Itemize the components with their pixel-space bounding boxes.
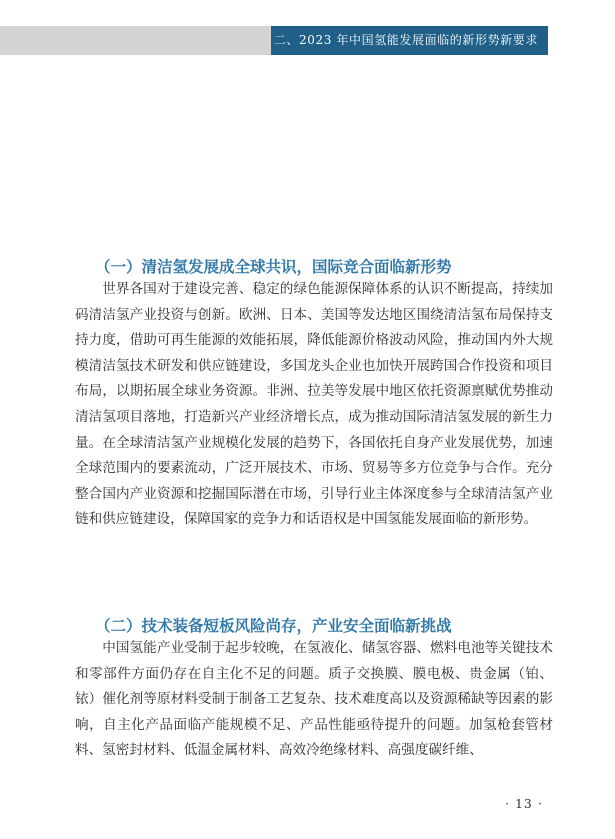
- section-heading-2: （二）技术装备短板风险尚存，产业安全面临新挑战: [95, 617, 452, 635]
- section-heading-1: （一）清洁氢发展成全球共识，国际竞合面临新形势: [95, 258, 452, 276]
- section-body-1: 世界各国对于建设完善、稳定的绿色能源保障体系的认识不断提高，持续加码清洁氢产业投资与创新。欧洲、日本、美国等发达地区围绕清洁氢布局保持支持力度，借助可再生能源的效能拓展，降低能源价格波动风险，推动国内外大规模清洁氢技术研发和供应链建设，多国龙头企业也加快开展跨国合作投资和项目布局，以期拓展全球业务资源。非洲、拉美等发展中地区依托资源禀赋优势推动清洁氢项目落地，打造新兴产业经济增长点，成为推动国际清洁氢发展的新生力量。在全球清洁氢产业规模化发展的趋势下，各国依托自身产业发展优势，加速全球范围内的要素流动，广泛开展技术、市场、贸易等多方位竞争与合作。充分整合国内产业资源和挖掘国际潜在市场，引导行业主体深度参与全球清洁氢产业链和供应链建设，保障国家的竞争力和话语权是中国氢能发展面临的新形势。: [75, 281, 553, 528]
- page-number: · 13 ·: [505, 796, 543, 811]
- chapter-title: 二、2023 年中国氢能发展面临的新形势新要求: [271, 26, 548, 55]
- section-body-2: 中国氢能产业受制于起步较晚，在氢液化、储氢容器、燃料电池等关键技术和零部件方面仍存在自主化不足的问题。质子交换膜、膜电极、贵金属（铂、铱）催化剂等原材料受制于制备工艺复杂、技术难度高以及资源稀缺等因素的影响，自主化产品面临产能规模不足、产品性能亟待提升的问题。加氢枪套管材料、氢密封材料、低温金属材料、高效冷绝缘材料、高强度碳纤维、: [75, 640, 553, 759]
- header-bar: [0, 26, 548, 55]
